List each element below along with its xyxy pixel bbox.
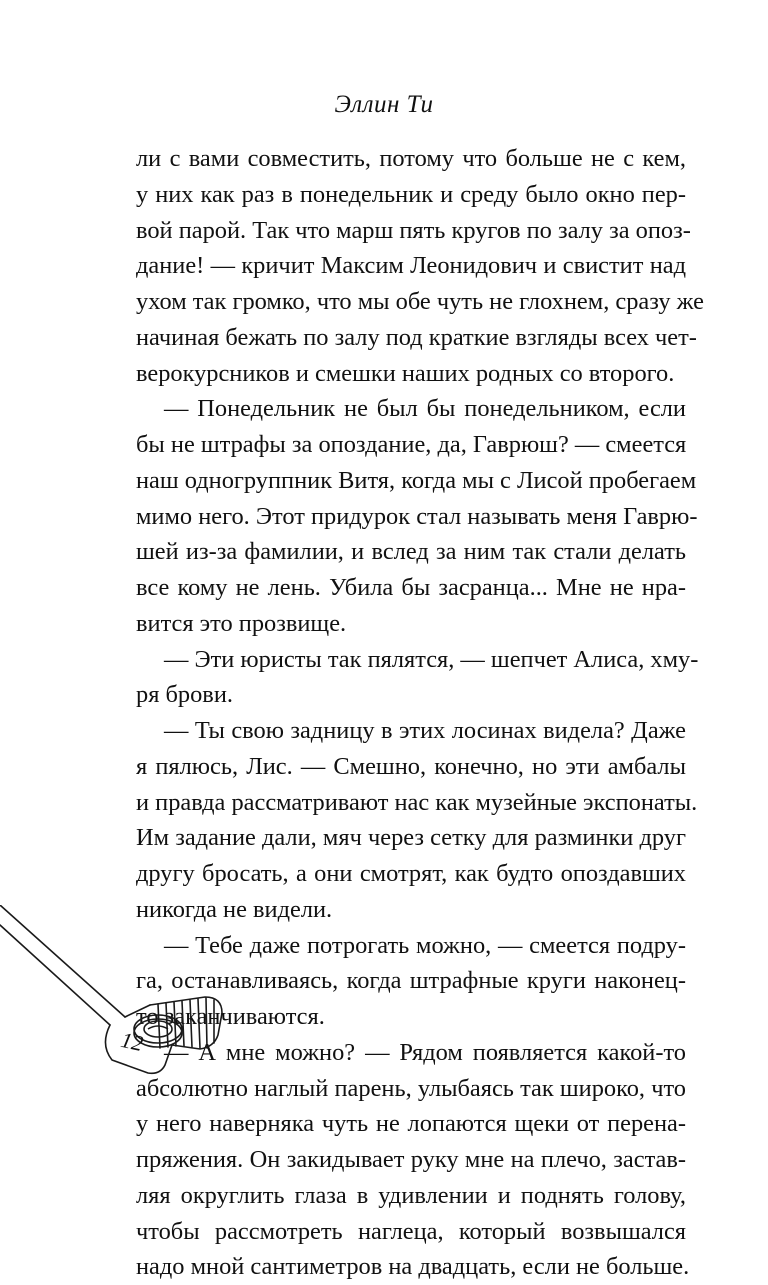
text-line: вится это прозвище.: [136, 609, 347, 637]
text-line: дание! — кричит Максим Леонидович и свистит над: [136, 252, 686, 280]
text-line: Им задание дали, мяч через сетку для разминки друг: [136, 824, 686, 852]
text-line: я пялюсь, Лис. — Смешно, конечно, но эти амбалы: [136, 752, 686, 780]
text-line: у них как раз в понедельник и среду было окно пер-: [136, 180, 686, 208]
text-line: и правда рассматривают нас как музейные экспонаты.: [136, 788, 698, 816]
text-line: мимо него. Этот придурок стал называть меня Гаврю-: [136, 502, 698, 530]
text-line: начиная бежать по залу под краткие взгляды всех чет-: [136, 323, 697, 351]
paragraph-3: [136, 642, 699, 714]
text-line: у него наверняка чуть не лопаются щеки от перена-: [136, 1110, 686, 1138]
text-line: вой парой. Так что марш пять кругов по залу за опоз-: [136, 216, 691, 244]
text-line: — Ты свою задницу в этих лосинах видела? Даже: [164, 717, 686, 744]
page-number: 12: [118, 1026, 146, 1057]
paragraph-1: [136, 141, 705, 391]
text-line: надо мной сантиметров на двадцать, если не больше.: [136, 1253, 690, 1281]
text-line: то заканчиваются.: [136, 1003, 325, 1030]
text-line: ухом так громко, что мы обе чуть не глохнем, сразу же: [136, 288, 705, 315]
text-line: ря брови.: [136, 681, 233, 709]
text-line: все кому не лень. Убила бы засранца... Мне не нра-: [136, 574, 686, 601]
text-line: — Понедельник не был бы понедельником, если: [164, 395, 686, 423]
text-line: чтобы рассмотреть наглеца, который возвышался: [136, 1217, 686, 1245]
paragraph-4: [136, 713, 698, 928]
text-line: абсолютно наглый парень, улыбаясь так широко, что: [136, 1074, 686, 1102]
text-line: никогда не видели.: [136, 895, 333, 923]
body-text: [136, 141, 705, 1285]
text-line: га, останавливаясь, когда штрафные круги наконец-: [136, 967, 686, 995]
text-line: ляя округлить глаза в удивлении и поднять голову,: [136, 1181, 686, 1209]
running-head: Эллин Ти: [334, 91, 434, 118]
text-line: — Тебе даже потрогать можно, — смеется подру-: [164, 931, 686, 959]
text-line: — Эти юристы так пялятся, — шепчет Алиса, хму-: [164, 645, 699, 673]
text-line: ли с вами совместить, потому что больше не с кем,: [136, 145, 686, 172]
text-line: пряжения. Он закидывает руку мне на плечо, застав-: [136, 1146, 686, 1173]
text-line: шей из-за фамилии, и вслед за ним так стали делать: [136, 538, 686, 566]
text-line: другу бросать, а они смотрят, как будто опоздавших: [136, 860, 686, 887]
text-line: бы не штрафы за опоздание, да, Гаврюш? — смеется: [136, 431, 687, 458]
paragraph-2: [136, 391, 698, 641]
text-line: наш одногруппник Витя, когда мы с Лисой пробегаем: [136, 466, 697, 494]
text-line: верокурсников и смешки наших родных со второго.: [136, 359, 675, 387]
text-line: — А мне можно? — Рядом появляется какой-то: [164, 1038, 686, 1066]
